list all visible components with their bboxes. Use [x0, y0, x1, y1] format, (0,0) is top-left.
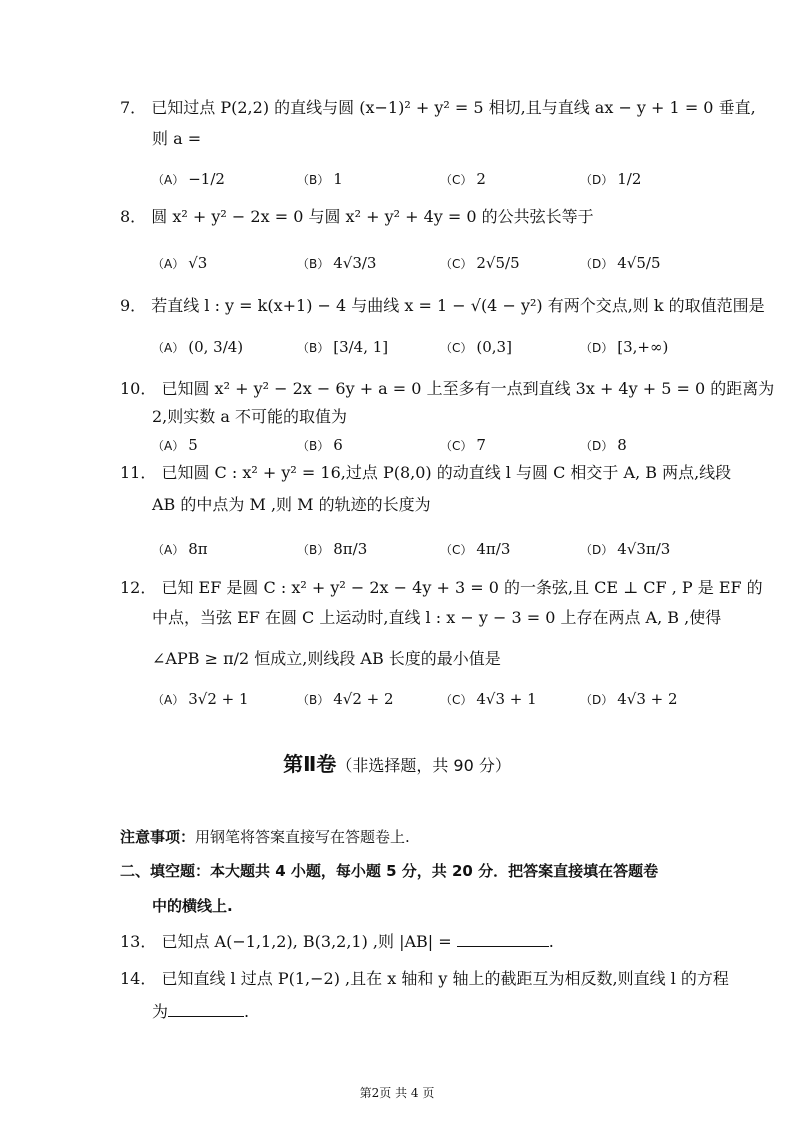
question-text: 若直线 l : y = k(x+1) − 4 与曲线 x = 1 − √(4 − y²) 有两个交点,则 k 的取值范围是	[151, 296, 765, 315]
question-text: 已知直线 l 过点 P(1,−2) ,且在 x 轴和 y 轴上的截距互为相反数,则直线 l 的方程	[161, 969, 729, 988]
question-text-cont: 2,则实数 a 不可能的取值为	[152, 407, 347, 426]
option-a: （A） (0, 3/4)	[152, 338, 244, 356]
answer-blank[interactable]	[457, 930, 549, 947]
question-text: 已知点 A(−1,1,2), B(3,2,1) ,则 |AB| =	[161, 932, 452, 951]
option-d: （D） 8	[580, 436, 627, 454]
option-b: （B） 8π/3	[297, 540, 368, 558]
option-a: （A） √3	[152, 254, 208, 272]
option-a: （A） −1/2	[152, 170, 225, 188]
option-b: （B） 4√2 + 2	[297, 690, 394, 708]
question-9	[120, 295, 765, 317]
question-text-cont: 中点，当弦 EF 在圆 C 上运动时,直线 l : x − y − 3 = 0 上存在两点 A, B ,使得	[152, 608, 722, 627]
option-d: （D） 4√3π/3	[580, 540, 671, 558]
notice-text: 用钢笔将答案直接写在答题卷上.	[195, 828, 410, 846]
question-11	[120, 462, 731, 484]
option-c: （C） 4√3 + 1	[440, 690, 537, 708]
question-number: 12．	[120, 578, 157, 597]
question-10	[120, 378, 774, 400]
question-number: 10．	[120, 379, 157, 398]
question-number: 13．	[120, 932, 157, 951]
option-c: （C） 4π/3	[440, 540, 511, 558]
option-c: （C） 7	[440, 436, 486, 454]
option-a: （A） 3√2 + 1	[152, 690, 249, 708]
section-title: 第Ⅱ卷	[283, 752, 337, 776]
option-b: （B） [3/4, 1]	[297, 338, 389, 356]
question-text-cont: AB 的中点为 M ,则 M 的轨迹的长度为	[152, 495, 431, 514]
question-13: 13． 已知点 A(−1,1,2), B(3,2,1) ,则 |AB| = .	[120, 932, 554, 951]
question-text: 已知圆 x² + y² − 2x − 6y + a = 0 上至多有一点到直线 3x + 4y + 5 = 0 的距离为	[161, 379, 775, 398]
question-text: 圆 x² + y² − 2x = 0 与圆 x² + y² + 4y = 0 的公共弦长等于	[151, 207, 594, 226]
option-d: （D） 4√5/5	[580, 254, 661, 272]
question-text-cont: 为 .	[152, 1002, 250, 1021]
option-d: （D） [3,+∞)	[580, 338, 669, 356]
question-number: 9．	[120, 296, 147, 315]
option-c: （C） 2√5/5	[440, 254, 520, 272]
question-text: 已知过点 P(2,2) 的直线与圆 (x−1)² + y² = 5 相切,且与直线 ax − y + 1 = 0 垂直,	[151, 98, 756, 117]
part-heading: 二、填空题：本大题共 4 小题，每小题 5 分，共 20 分．把答案直接填在答题卷	[120, 862, 659, 880]
question-8	[120, 206, 594, 228]
option-d: （D） 4√3 + 2	[580, 690, 678, 708]
question-text: 已知圆 C : x² + y² = 16,过点 P(8,0) 的动直线 l 与圆 C 相交于 A, B 两点,线段	[161, 463, 732, 482]
option-b: （B） 4√3/3	[297, 254, 377, 272]
answer-blank[interactable]	[168, 1000, 244, 1017]
question-text-cont: 则 a =	[152, 129, 202, 148]
notice	[120, 826, 410, 848]
question-number: 7．	[120, 98, 147, 117]
question-number: 11．	[120, 463, 157, 482]
option-b: （B） 6	[297, 436, 343, 454]
page-footer: 第2页 共 4 页	[359, 1086, 435, 1100]
option-a: （A） 8π	[152, 540, 208, 558]
question-number: 14．	[120, 969, 157, 988]
option-a: （A） 5	[152, 436, 198, 454]
question-14	[120, 968, 729, 990]
question-number: 8．	[120, 207, 147, 226]
part-heading-cont: 中的横线上.	[152, 897, 233, 915]
option-d: （D） 1/2	[580, 170, 642, 188]
notice-head: 注意事项：	[120, 828, 196, 846]
section-heading	[0, 748, 794, 777]
question-text-cont: ∠APB ≥ π/2 恒成立,则线段 AB 长度的最小值是	[152, 649, 501, 668]
option-b: （B） 1	[297, 170, 343, 188]
question-text: 已知 EF 是圆 C : x² + y² − 2x − 4y + 3 = 0 的一条弦,且 CE ⊥ CF , P 是 EF 的	[161, 578, 763, 597]
option-c: （C） 2	[440, 170, 486, 188]
option-c: （C） (0,3]	[440, 338, 512, 356]
section-subtitle: （非选择题，共 90 分）	[336, 756, 511, 775]
question-7	[120, 97, 756, 119]
question-12	[120, 577, 763, 599]
